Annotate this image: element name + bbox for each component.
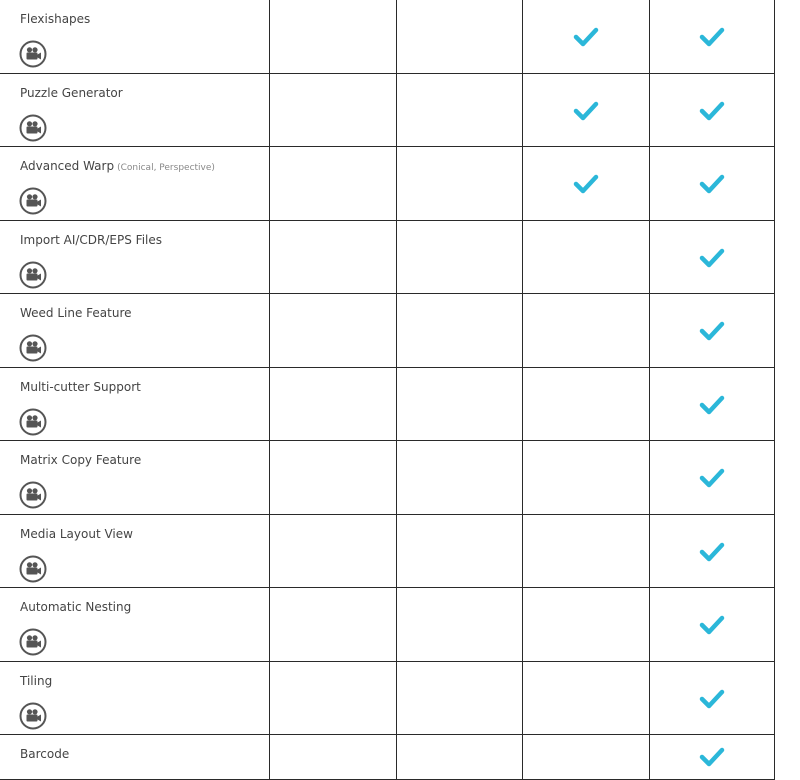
video-camera-icon[interactable] [19,187,47,215]
edition-cell-4 [649,735,775,779]
edition-cell-1 [269,74,396,147]
edition-cell-3 [522,515,649,588]
edition-cell-3 [522,74,649,147]
edition-cell-2 [396,147,522,220]
edition-cell-3 [522,0,649,73]
video-camera-icon[interactable] [19,261,47,289]
checkmark-icon [699,101,725,121]
edition-cell-1 [269,147,396,220]
feature-name: Barcode [20,747,70,761]
table-row [0,221,775,295]
edition-cell-2 [396,294,522,367]
edition-cell-4 [649,441,775,514]
feature-name: Flexishapes [20,12,91,26]
edition-cell-2 [396,74,522,147]
edition-cell-3 [522,662,649,735]
checkmark-icon [573,27,599,47]
edition-cell-4 [649,0,775,73]
feature-label [20,233,162,247]
edition-cell-2 [396,441,522,514]
edition-cell-4 [649,74,775,147]
video-camera-icon[interactable] [19,334,47,362]
video-camera-icon[interactable] [19,702,47,730]
feature-name: Tiling [20,673,53,688]
video-camera-icon[interactable] [19,408,47,436]
feature-name: Media Layout View [20,526,133,541]
edition-cell-1 [269,441,396,514]
checkmark-icon [699,747,725,767]
feature-label [20,86,123,100]
edition-cell-1 [269,0,396,73]
feature-label [20,600,131,614]
feature-name: Automatic Nesting [20,600,132,614]
feature-cell [0,74,269,147]
edition-cell-4 [649,515,775,588]
checkmark-icon [573,174,599,194]
checkmark-icon [699,542,725,562]
edition-cell-1 [269,294,396,367]
feature-cell [0,735,269,779]
edition-cell-3 [522,441,649,514]
feature-cell [0,441,269,514]
edition-cell-4 [649,221,775,294]
feature-name: Multi-cutter Support [20,379,141,394]
feature-label [20,12,90,26]
edition-cell-3 [522,588,649,661]
edition-cell-2 [396,588,522,661]
checkmark-icon [699,321,725,341]
feature-cell [0,0,269,73]
feature-cell [0,294,269,367]
feature-label [20,527,133,541]
checkmark-icon [699,468,725,488]
edition-cell-1 [269,588,396,661]
edition-cell-3 [522,294,649,367]
table-row [0,588,775,662]
feature-note: (Conical, Perspective) [117,163,215,173]
checkmark-icon [699,689,725,709]
table-row [0,735,775,780]
feature-label [20,306,132,320]
edition-cell-4 [649,147,775,220]
feature-label [20,159,215,173]
edition-cell-2 [396,368,522,441]
video-camera-icon[interactable] [19,555,47,583]
checkmark-icon [573,101,599,121]
edition-cell-1 [269,221,396,294]
feature-cell [0,368,269,441]
edition-cell-2 [396,662,522,735]
table-row [0,515,775,589]
feature-name: Weed Line Feature [20,306,132,320]
edition-cell-4 [649,368,775,441]
video-camera-icon[interactable] [19,114,47,142]
edition-cell-2 [396,221,522,294]
feature-label [20,674,52,688]
feature-name: Advanced Warp [20,159,115,173]
checkmark-icon [699,248,725,268]
edition-cell-2 [396,735,522,779]
video-camera-icon[interactable] [19,628,47,656]
feature-cell [0,221,269,294]
feature-name: Import AI/CDR/EPS Files [20,232,163,247]
checkmark-icon [699,615,725,635]
edition-cell-3 [522,147,649,220]
feature-label [20,380,141,394]
table-row [0,662,775,736]
video-camera-icon[interactable] [19,40,47,68]
table-row [0,368,775,442]
edition-cell-3 [522,221,649,294]
edition-cell-2 [396,0,522,73]
checkmark-icon [699,174,725,194]
table-row [0,441,775,515]
edition-cell-1 [269,662,396,735]
feature-cell [0,588,269,661]
edition-cell-3 [522,735,649,779]
edition-cell-4 [649,662,775,735]
edition-cell-4 [649,588,775,661]
edition-cell-1 [269,735,396,779]
edition-cell-1 [269,515,396,588]
edition-cell-3 [522,368,649,441]
table-row [0,0,775,74]
video-camera-icon[interactable] [19,481,47,509]
feature-cell [0,147,269,220]
feature-cell [0,662,269,735]
edition-cell-4 [649,294,775,367]
table-row [0,74,775,148]
table-row [0,147,775,221]
feature-label [20,747,69,761]
feature-name: Puzzle Generator [20,85,123,100]
feature-name: Matrix Copy Feature [20,453,142,467]
edition-cell-1 [269,368,396,441]
checkmark-icon [699,27,725,47]
feature-cell [0,515,269,588]
table-row [0,294,775,368]
edition-cell-2 [396,515,522,588]
checkmark-icon [699,395,725,415]
feature-label [20,453,141,467]
